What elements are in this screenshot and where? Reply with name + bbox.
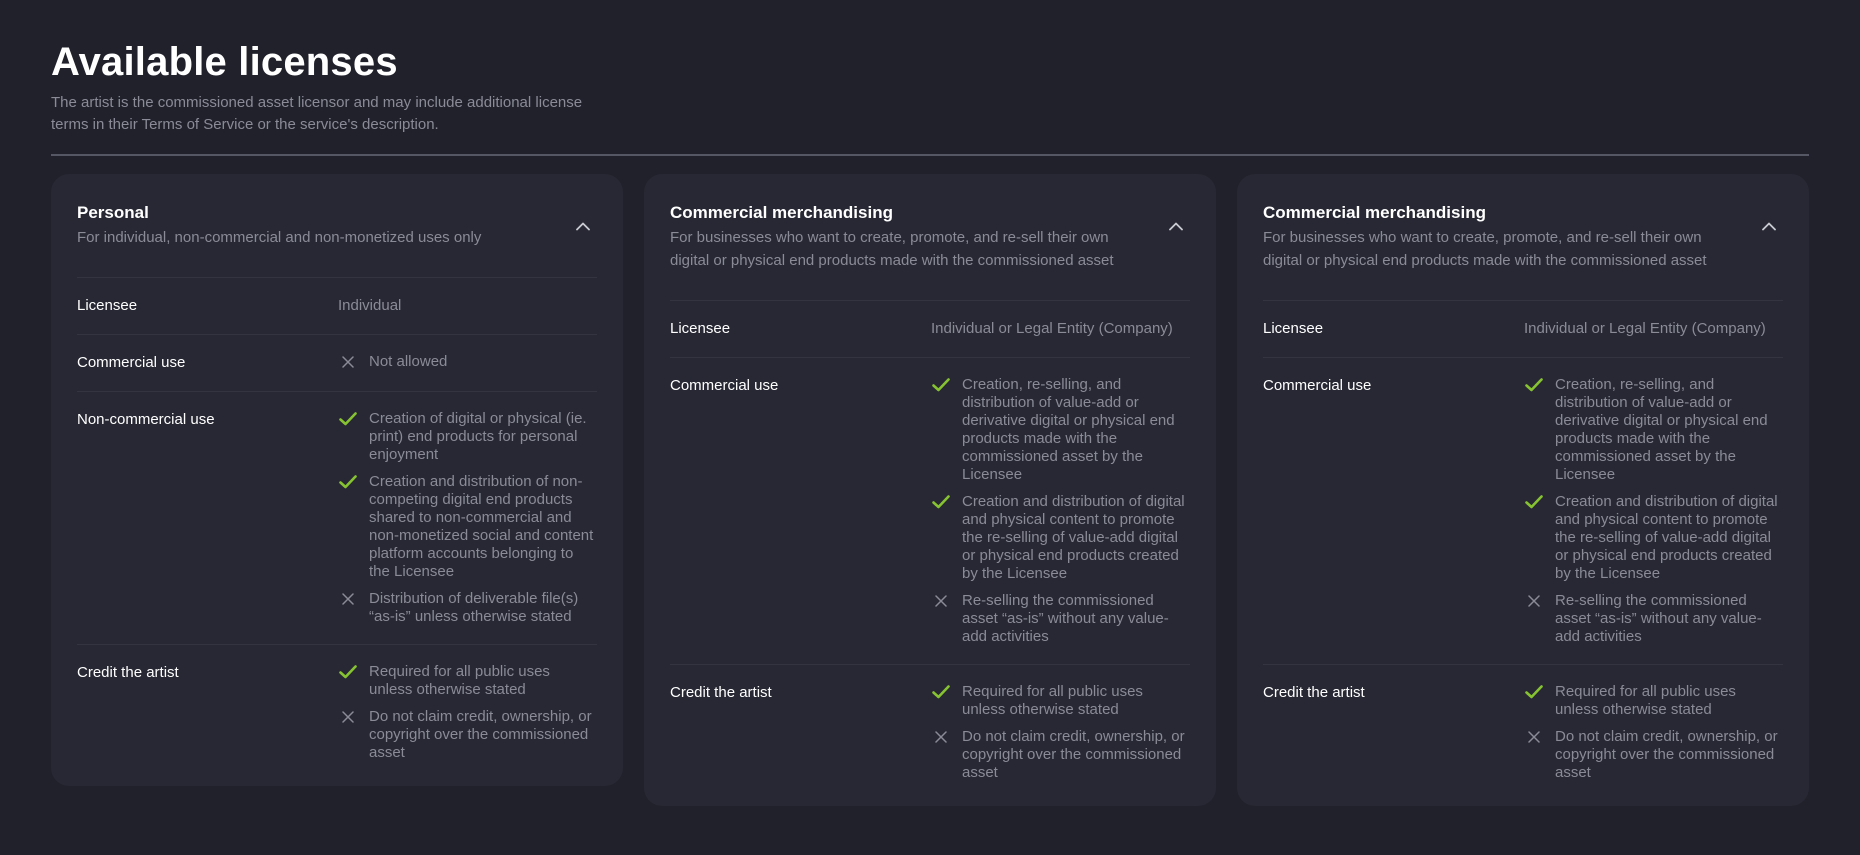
license-row — [1263, 301, 1783, 358]
term-text: Do not claim credit, ownership, or copyright over the commissioned asset — [1555, 728, 1778, 781]
term-item — [931, 376, 1190, 484]
page-subtitle: The artist is the commissioned asset licensor and may include additional license terms in their Terms of Service or the service's description. — [51, 94, 583, 133]
cross-icon — [338, 708, 358, 726]
license-row — [1263, 665, 1783, 782]
term-text: Creation and distribution of digital and physical content to promote the re-selling of value-add digital or physical end products created by the Licensee — [962, 493, 1185, 582]
license-card — [51, 174, 623, 786]
term-text: Creation, re-selling, and distribution of value-add or derivative digital or physical end products made with the commissioned asset by the Licensee — [1555, 376, 1768, 483]
card-header[interactable] — [1263, 202, 1783, 301]
license-row — [77, 645, 597, 762]
card-header[interactable] — [77, 202, 597, 278]
cross-icon — [338, 353, 358, 371]
row-value — [1524, 683, 1783, 782]
term-item — [338, 473, 597, 581]
term-item — [338, 663, 597, 699]
license-row — [77, 335, 597, 392]
chevron-up-icon[interactable] — [1168, 218, 1184, 234]
card-description: For businesses who want to create, promote, and re-sell their own digital or physical end products made with the commissioned asset — [670, 229, 1114, 269]
term-text: Do not claim credit, ownership, or copyright over the commissioned asset — [369, 708, 592, 761]
term-item — [1524, 728, 1783, 782]
card-description: For individual, non-commercial and non-monetized uses only — [77, 229, 482, 246]
license-row — [77, 278, 597, 335]
license-card — [644, 174, 1216, 806]
cross-icon — [1524, 728, 1544, 746]
row-label: Commercial use — [77, 354, 186, 371]
row-label: Licensee — [670, 320, 731, 337]
term-item — [1524, 376, 1783, 484]
term-text: Creation of digital or physical (ie. print) end products for personal enjoyment — [369, 410, 587, 463]
row-plain-value: Individual or Legal Entity (Company) — [931, 320, 1173, 337]
term-item — [931, 683, 1190, 719]
term-text: Re-selling the commissioned asset “as-is” without any value-add activities — [962, 592, 1169, 645]
card-header[interactable] — [670, 202, 1190, 301]
row-label: Licensee — [1263, 320, 1324, 337]
term-text: Required for all public uses unless otherwise stated — [369, 663, 550, 698]
term-item — [338, 410, 597, 464]
row-value — [338, 296, 597, 316]
row-label: Commercial use — [1263, 377, 1372, 394]
term-item — [1524, 592, 1783, 646]
row-plain-value: Individual or Legal Entity (Company) — [1524, 320, 1766, 337]
license-row — [1263, 358, 1783, 665]
license-cards — [51, 174, 1809, 806]
row-value — [931, 319, 1190, 339]
term-text: Creation and distribution of non-competing digital end products shared to non-commercial and non-monetized social and content platform accounts belonging to the Licensee — [369, 473, 594, 580]
row-label: Commercial use — [670, 377, 779, 394]
row-value — [338, 353, 597, 373]
term-item — [1524, 683, 1783, 719]
card-title: Personal — [77, 203, 149, 222]
row-value — [931, 376, 1190, 646]
row-value — [931, 683, 1190, 782]
term-item — [1524, 493, 1783, 583]
row-value — [338, 410, 597, 626]
row-label: Non-commercial use — [77, 411, 215, 428]
cross-icon — [931, 592, 951, 610]
check-icon — [931, 493, 951, 511]
check-icon — [931, 376, 951, 394]
row-label: Credit the artist — [77, 664, 179, 681]
chevron-up-icon[interactable] — [575, 218, 591, 234]
license-row — [77, 392, 597, 645]
term-text: Creation and distribution of digital and physical content to promote the re-selling of value-add digital or physical end products created by the Licensee — [1555, 493, 1778, 582]
card-description: For businesses who want to create, promote, and re-sell their own digital or physical end products made with the commissioned asset — [1263, 229, 1707, 269]
term-item — [931, 592, 1190, 646]
row-value — [1524, 376, 1783, 646]
check-icon — [931, 683, 951, 701]
check-icon — [338, 473, 358, 491]
row-label: Credit the artist — [670, 684, 772, 701]
row-value — [338, 663, 597, 762]
cross-icon — [931, 728, 951, 746]
check-icon — [338, 410, 358, 428]
term-text: Required for all public uses unless otherwise stated — [962, 683, 1143, 718]
license-row — [670, 665, 1190, 782]
term-text: Not allowed — [369, 353, 448, 370]
header-divider — [51, 154, 1809, 156]
row-value — [1524, 319, 1783, 339]
chevron-up-icon[interactable] — [1761, 218, 1777, 234]
term-text: Distribution of deliverable file(s) “as-is” unless otherwise stated — [369, 590, 579, 625]
term-item — [931, 728, 1190, 782]
check-icon — [1524, 376, 1544, 394]
row-label: Credit the artist — [1263, 684, 1365, 701]
term-item — [338, 708, 597, 762]
term-item — [338, 353, 597, 371]
license-row — [670, 301, 1190, 358]
page-title: Available licenses — [51, 40, 398, 84]
card-title: Commercial merchandising — [670, 203, 893, 222]
check-icon — [1524, 683, 1544, 701]
term-text: Required for all public uses unless otherwise stated — [1555, 683, 1736, 718]
cross-icon — [338, 590, 358, 608]
card-title: Commercial merchandising — [1263, 203, 1486, 222]
term-text: Do not claim credit, ownership, or copyright over the commissioned asset — [962, 728, 1185, 781]
term-text: Re-selling the commissioned asset “as-is” without any value-add activities — [1555, 592, 1762, 645]
check-icon — [1524, 493, 1544, 511]
check-icon — [338, 663, 358, 681]
row-plain-value: Individual — [338, 297, 402, 314]
license-row — [670, 358, 1190, 665]
cross-icon — [1524, 592, 1544, 610]
term-text: Creation, re-selling, and distribution of value-add or derivative digital or physical end products made with the commissioned asset by the Licensee — [962, 376, 1175, 483]
page-header — [51, 0, 1809, 136]
license-card — [1237, 174, 1809, 806]
term-item — [338, 590, 597, 626]
term-item — [931, 493, 1190, 583]
row-label: Licensee — [77, 297, 138, 314]
